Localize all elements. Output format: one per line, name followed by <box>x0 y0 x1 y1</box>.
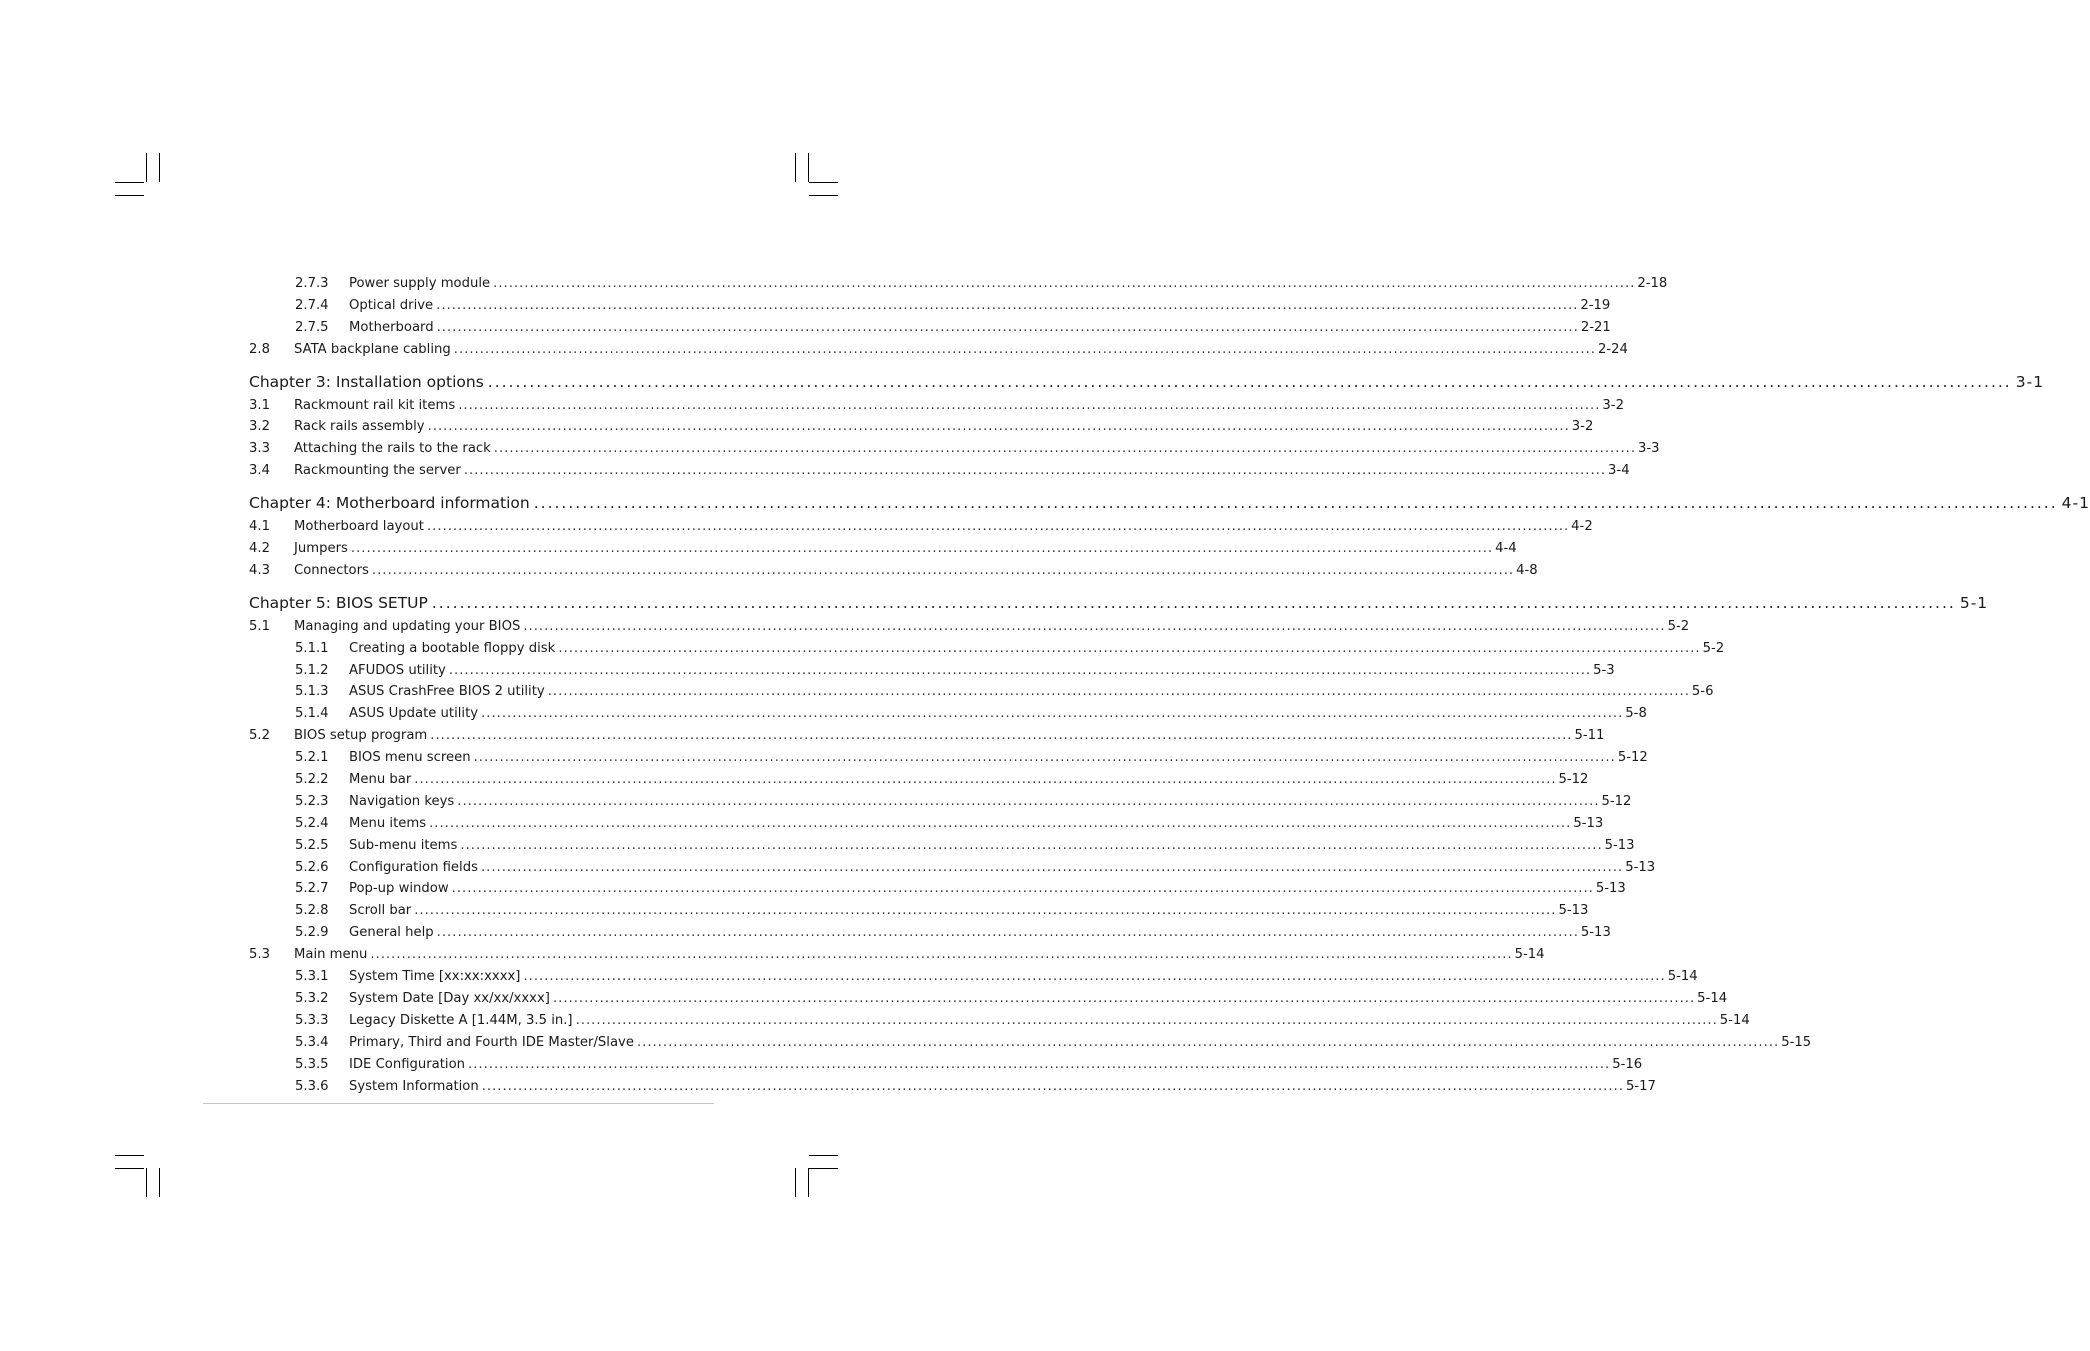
toc-entry <box>249 857 1656 879</box>
toc-section-number: 5.2.7 <box>295 881 329 897</box>
toc-leader-dots: ............................................................................................................................................................................................................................ <box>523 969 1666 985</box>
toc-section-title: Rackmounting the server <box>294 463 461 479</box>
toc-entry <box>249 791 1632 813</box>
toc-leader-dots: ............................................................................................................................................................................................................................ <box>523 618 1666 634</box>
toc-section-number: 2.8 <box>249 341 270 357</box>
toc-section-title: Scroll bar <box>349 903 412 919</box>
toc-page-number: 3-4 <box>1608 463 1630 479</box>
toc-section-number: 5.1.2 <box>295 662 329 678</box>
toc-leader-dots: ............................................................................................................................................................................................................................ <box>458 397 1601 413</box>
crop-mark <box>159 153 160 182</box>
toc-leader-dots: ............................................................................................................................................................................................................................ <box>436 297 1579 313</box>
toc-page-number: 5-8 <box>1625 706 1647 722</box>
toc-entry <box>249 747 1648 769</box>
toc-section-title: Managing and updating your BIOS <box>294 618 521 634</box>
crop-mark <box>115 1155 144 1156</box>
toc-entry <box>249 273 1668 295</box>
toc-page-number: 5-14 <box>1667 969 1698 985</box>
toc-section-number: 5.2.5 <box>295 837 329 853</box>
crop-mark <box>115 1168 144 1169</box>
toc-leader-dots: ............................................................................................................................................................................................................................ <box>448 662 1592 678</box>
toc-section-title: Legacy Diskette A [1.44M, 3.5 in.] <box>349 1012 573 1028</box>
toc-entry <box>249 769 1589 791</box>
toc-entry <box>249 516 1593 538</box>
toc-page-number: 5-1 <box>1959 593 1989 612</box>
crop-mark <box>115 195 144 196</box>
toc-section-number: 5.1.4 <box>295 706 329 722</box>
crop-mark <box>808 1168 809 1197</box>
toc-page-number: 5-3 <box>1593 662 1615 678</box>
toc-entry <box>249 703 1647 725</box>
toc-section-title: AFUDOS utility <box>349 662 446 678</box>
toc-section-number: 5.2.1 <box>295 750 329 766</box>
toc-section-title: Motherboard layout <box>294 519 424 535</box>
toc-section-title: Configuration fields <box>349 859 478 875</box>
toc-section-title: ASUS Update utility <box>349 706 479 722</box>
toc-entry <box>249 317 1611 339</box>
toc-section-number: 5.2 <box>249 728 270 744</box>
toc-section-title: System Information <box>349 1078 479 1094</box>
toc-entry <box>249 725 1605 747</box>
toc-page-number: 5-12 <box>1558 772 1589 788</box>
toc-entry <box>249 638 1725 660</box>
toc-leader-dots: ............................................................................................................................................................................................................................ <box>431 593 1956 612</box>
toc-section-title: System Date [Day xx/xx/xxxx] <box>349 990 550 1006</box>
toc-section-number: 5.1.3 <box>295 684 329 700</box>
toc-page-number: 5-14 <box>1719 1012 1750 1028</box>
toc-entry <box>249 900 1589 922</box>
crop-mark <box>795 153 796 182</box>
toc-leader-dots: ............................................................................................................................................................................................................................ <box>463 463 1607 479</box>
toc-section-number: 5.2.9 <box>295 925 329 941</box>
toc-section-number: 5.3.1 <box>295 969 329 985</box>
toc-section-title: General help <box>349 925 434 941</box>
toc-page-number: 2-18 <box>1637 276 1668 291</box>
toc-leader-dots: ............................................................................................................................................................................................................................ <box>575 1012 1718 1028</box>
toc-section-title: Attaching the rails to the rack <box>294 441 491 457</box>
toc-page-number: 2-24 <box>1597 341 1628 357</box>
toc-section-title: Power supply module <box>349 276 491 291</box>
toc-page-number: 5-13 <box>1595 881 1626 897</box>
toc-section-title: Motherboard <box>349 319 434 335</box>
toc-chapter-title: Chapter 5: BIOS SETUP <box>249 593 428 612</box>
toc-leader-dots: ............................................................................................................................................................................................................................ <box>493 276 1636 291</box>
toc-section-title: SATA backplane cabling <box>294 341 451 357</box>
toc-leader-dots: ............................................................................................................................................................................................................................ <box>371 562 1515 578</box>
toc-chapter-heading <box>249 591 1989 616</box>
toc-leader-dots: ............................................................................................................................................................................................................................ <box>558 640 1701 656</box>
toc-section-title: Jumpers <box>294 541 348 557</box>
toc-leader-dots: ............................................................................................................................................................................................................................ <box>473 750 1616 766</box>
toc-section-number: 5.2.3 <box>295 793 329 809</box>
toc-page-number: 3-2 <box>1571 419 1594 435</box>
toc-section-number: 3.1 <box>249 397 270 413</box>
crop-mark <box>809 182 838 183</box>
toc-page-number: 5-14 <box>1697 990 1728 1006</box>
toc-page-number: 5-2 <box>1702 640 1725 656</box>
toc-page-number: 5-15 <box>1781 1034 1812 1050</box>
toc-page-number: 5-12 <box>1617 750 1648 766</box>
toc-section-number: 5.3.3 <box>295 1012 329 1028</box>
crop-mark <box>115 182 144 183</box>
toc-section-number: 2.7.4 <box>295 297 329 313</box>
toc-section-number: 3.4 <box>249 463 270 479</box>
toc-page-number: 5-12 <box>1601 793 1632 809</box>
toc-section-number: 5.2.2 <box>295 772 329 788</box>
toc-section-number: 5.1 <box>249 618 270 634</box>
toc-section-title: IDE Configuration <box>349 1056 466 1072</box>
crop-mark <box>795 1168 796 1197</box>
toc-leader-dots: ............................................................................................................................................................................................................................ <box>480 859 1624 875</box>
toc-section-number: 4.2 <box>249 541 270 557</box>
crop-mark <box>146 153 147 182</box>
toc-entry <box>249 1076 1656 1098</box>
toc-leader-dots: ............................................................................................................................................................................................................................ <box>453 341 1596 357</box>
footer-rule <box>203 1103 714 1104</box>
toc-leader-dots: ............................................................................................................................................................................................................................ <box>468 1056 1611 1072</box>
toc-section-number: 5.1.1 <box>295 640 329 656</box>
toc-entry <box>249 1054 1643 1076</box>
toc-page-number: 3-2 <box>1602 397 1624 413</box>
toc-leader-dots: ............................................................................................................................................................................................................................ <box>487 372 2012 391</box>
toc-leader-dots: ............................................................................................................................................................................................................................ <box>481 706 1624 722</box>
toc-entry <box>249 395 1624 417</box>
toc-entry <box>249 560 1538 582</box>
toc-page-number: 4-8 <box>1516 562 1538 578</box>
toc-page-number: 5-14 <box>1514 947 1545 963</box>
table-of-contents <box>249 273 2090 1097</box>
toc-section-title: Sub-menu items <box>349 837 458 853</box>
crop-mark <box>809 1155 838 1156</box>
toc-leader-dots: ............................................................................................................................................................................................................................ <box>350 541 1494 557</box>
toc-page-number: 5-13 <box>1580 925 1611 941</box>
toc-leader-dots: ............................................................................................................................................................................................................................ <box>427 419 1570 435</box>
toc-section-title: Primary, Third and Fourth IDE Master/Slave <box>349 1034 634 1050</box>
toc-entry <box>249 944 1545 966</box>
toc-section-number: 4.3 <box>249 562 270 578</box>
toc-page-number: 5-11 <box>1574 728 1605 744</box>
toc-page-number: 5-13 <box>1573 815 1604 831</box>
toc-section-title: ASUS CrashFree BIOS 2 utility <box>349 684 545 700</box>
toc-section-title: Creating a bootable floppy disk <box>349 640 556 656</box>
toc-section-title: Menu bar <box>349 772 412 788</box>
toc-leader-dots: ............................................................................................................................................................................................................................ <box>429 815 1572 831</box>
toc-leader-dots: ............................................................................................................................................................................................................................ <box>430 728 1573 744</box>
toc-page-number: 5-2 <box>1667 618 1690 634</box>
toc-section-title: Menu items <box>349 815 427 831</box>
toc-page-number: 2-21 <box>1580 319 1611 335</box>
toc-entry <box>249 339 1628 361</box>
toc-section-title: Connectors <box>294 562 369 578</box>
toc-entry <box>249 660 1615 682</box>
toc-entry <box>249 616 1690 638</box>
toc-entry <box>249 966 1698 988</box>
toc-leader-dots: ............................................................................................................................................................................................................................ <box>547 684 1690 700</box>
toc-page-number: 5-6 <box>1691 684 1714 700</box>
toc-section-number: 2.7.5 <box>295 319 329 335</box>
toc-section-number: 2.7.3 <box>295 276 329 291</box>
toc-chapter-title: Chapter 3: Installation options <box>249 372 484 391</box>
toc-entry <box>249 538 1517 560</box>
crop-mark <box>809 195 838 196</box>
toc-section-number: 5.2.4 <box>295 815 329 831</box>
toc-section-number: 3.3 <box>249 441 270 457</box>
toc-page-number: 5-13 <box>1558 903 1589 919</box>
toc-section-number: 5.2.6 <box>295 859 329 875</box>
toc-entry <box>249 1010 1750 1032</box>
toc-chapter-heading <box>249 491 2090 516</box>
toc-section-title: Rackmount rail kit items <box>294 397 456 413</box>
toc-leader-dots: ............................................................................................................................................................................................................................ <box>533 494 2058 513</box>
toc-entry <box>249 878 1626 900</box>
crop-mark <box>809 1168 838 1169</box>
toc-entry <box>249 988 1728 1010</box>
toc-page-number: 5-16 <box>1612 1056 1643 1072</box>
toc-entry <box>249 438 1660 460</box>
toc-leader-dots: ............................................................................................................................................................................................................................ <box>436 925 1579 941</box>
toc-section-title: System Time [xx:xx:xxxx] <box>349 969 521 985</box>
toc-entry <box>249 681 1714 703</box>
toc-leader-dots: ............................................................................................................................................................................................................................ <box>426 519 1570 535</box>
toc-section-title: BIOS setup program <box>294 728 428 744</box>
toc-section-number: 3.2 <box>249 419 270 435</box>
crop-mark <box>146 1168 147 1197</box>
toc-section-title: Optical drive <box>349 297 434 313</box>
toc-leader-dots: ............................................................................................................................................................................................................................ <box>481 1078 1624 1094</box>
toc-section-number: 5.3 <box>249 947 270 963</box>
toc-entry <box>249 295 1611 317</box>
toc-section-title: Rack rails assembly <box>294 419 425 435</box>
toc-entry <box>249 1032 1812 1054</box>
toc-chapter-title: Chapter 4: Motherboard information <box>249 494 530 513</box>
toc-entry <box>249 813 1604 835</box>
toc-page-number: 5-13 <box>1604 837 1635 853</box>
toc-section-title: BIOS menu screen <box>349 750 471 766</box>
toc-leader-dots: ............................................................................................................................................................................................................................ <box>414 772 1557 788</box>
crop-mark <box>808 153 809 182</box>
toc-entry <box>249 416 1594 438</box>
toc-section-title: Navigation keys <box>349 793 455 809</box>
toc-section-number: 5.3.5 <box>295 1056 329 1072</box>
toc-page-number: 3-3 <box>1638 441 1660 457</box>
toc-page-number: 4-4 <box>1495 541 1517 557</box>
toc-section-number: 5.3.2 <box>295 990 329 1006</box>
toc-section-title: Pop-up window <box>349 881 449 897</box>
toc-leader-dots: ............................................................................................................................................................................................................................ <box>457 793 1600 809</box>
toc-section-number: 4.1 <box>249 519 270 535</box>
toc-entry <box>249 922 1611 944</box>
toc-section-number: 5.3.4 <box>295 1034 329 1050</box>
toc-page-number: 5-17 <box>1625 1078 1656 1094</box>
toc-entry <box>249 460 1630 482</box>
toc-leader-dots: ............................................................................................................................................................................................................................ <box>370 947 1513 963</box>
toc-leader-dots: ............................................................................................................................................................................................................................ <box>636 1034 1780 1050</box>
toc-section-title: Main menu <box>294 947 368 963</box>
toc-section-number: 5.2.8 <box>295 903 329 919</box>
toc-leader-dots: ............................................................................................................................................................................................................................ <box>436 319 1579 335</box>
toc-page-number: 4-1 <box>2061 494 2090 513</box>
toc-leader-dots: ............................................................................................................................................................................................................................ <box>493 441 1637 457</box>
toc-leader-dots: ............................................................................................................................................................................................................................ <box>414 903 1557 919</box>
toc-page-number: 2-19 <box>1580 297 1611 313</box>
toc-leader-dots: ............................................................................................................................................................................................................................ <box>552 990 1696 1006</box>
toc-page-number: 4-2 <box>1571 519 1593 535</box>
toc-page-number: 3-1 <box>2015 372 2045 391</box>
toc-leader-dots: ............................................................................................................................................................................................................................ <box>451 881 1594 897</box>
crop-mark <box>159 1168 160 1197</box>
toc-entry <box>249 835 1635 857</box>
toc-section-number: 5.3.6 <box>295 1078 329 1094</box>
toc-leader-dots: ............................................................................................................................................................................................................................ <box>460 837 1603 853</box>
toc-page-number: 5-13 <box>1625 859 1656 875</box>
toc-chapter-heading <box>249 370 2045 395</box>
